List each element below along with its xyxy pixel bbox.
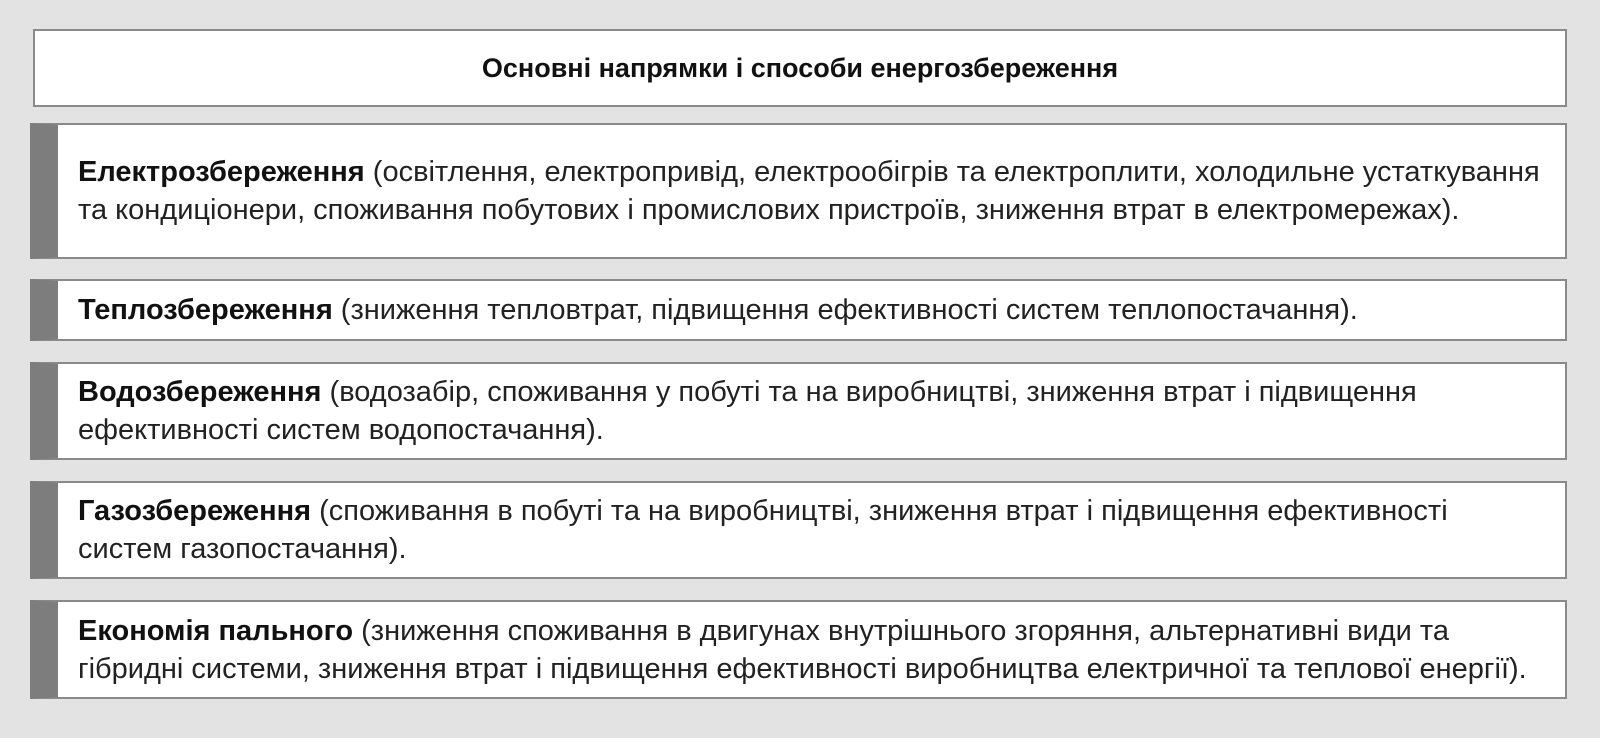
item-term: Економія пального xyxy=(78,614,354,647)
item-text xyxy=(78,291,1358,329)
item-description: (водозабір, споживання у побуті та на виробництві, зниження втрат і підвищення ефективності систем водопостачання). xyxy=(78,376,1417,446)
list-item-electricity xyxy=(30,123,1567,259)
item-text xyxy=(78,492,1545,568)
item-text xyxy=(78,153,1545,229)
item-term: Електрозбереження xyxy=(78,156,365,188)
item-description: (споживання в побуті та на виробництві, зниження втрат і підвищення ефективності систем газопостачання). xyxy=(78,495,1448,565)
title-text: Основні напрямки і способи енергозбереження xyxy=(481,52,1119,83)
item-term: Водозбереження xyxy=(78,376,322,408)
item-text xyxy=(78,373,1545,449)
list-item-gas xyxy=(30,481,1567,579)
list-item-fuel xyxy=(30,600,1567,699)
item-term: Газозбереження xyxy=(78,495,312,527)
item-description: (освітлення, електропривід, електрообігрів та електроплити, холодильне устаткування та кондиціонери, споживання побутових і промислових пристроїв, зниження втрат в електромережах). xyxy=(78,156,1540,226)
list-item-heat xyxy=(30,279,1567,341)
list-item-water xyxy=(30,362,1567,460)
item-description: (зниження споживання в двигунах внутрішнього згоряння, альтернативні види та гібридні системи, зниження втрат і підвищення ефективності виробництва електричної та теплової енергії). xyxy=(78,614,1527,685)
item-term: Теплозбереження xyxy=(78,294,333,326)
item-text xyxy=(78,612,1545,688)
item-description: (зниження тепловтрат, підвищення ефективності систем теплопостачання). xyxy=(332,294,1358,326)
page-title xyxy=(33,29,1567,107)
